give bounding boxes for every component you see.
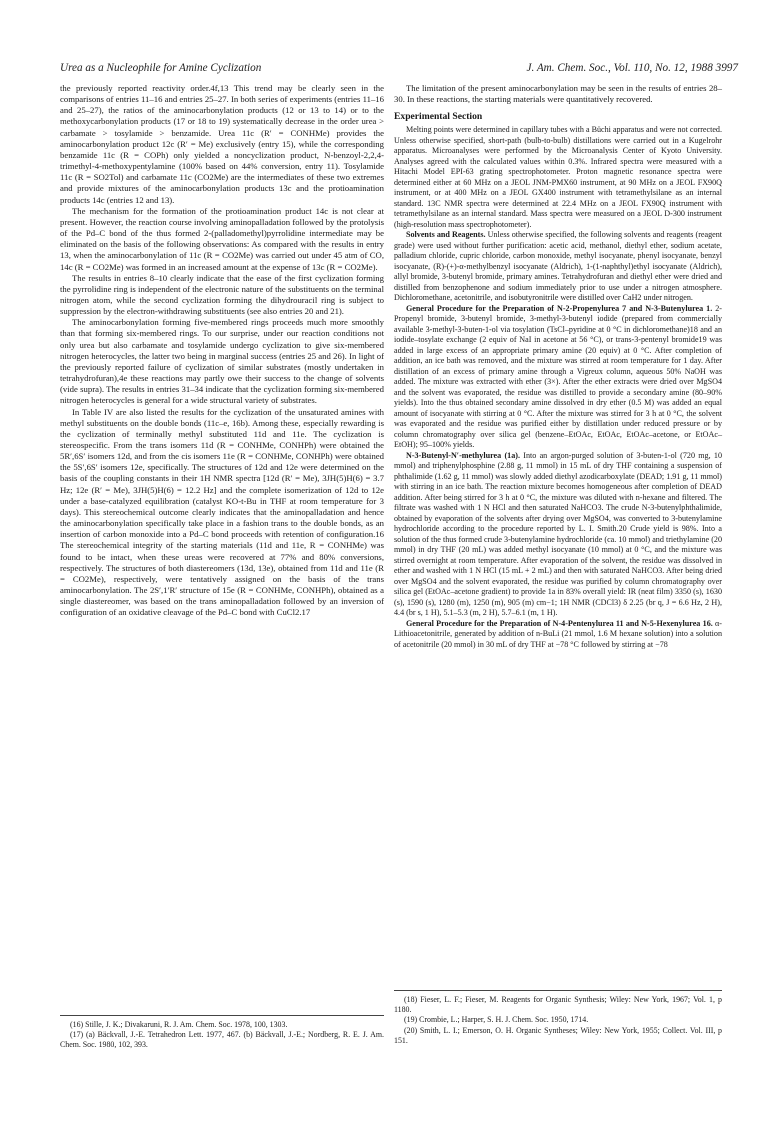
journal-citation: J. Am. Chem. Soc., Vol. 110, No. 12, 1988 3997 xyxy=(526,62,738,74)
footnotes-right xyxy=(394,990,722,1046)
paragraph: The results in entries 8–10 clearly indicate that the ease of the first cyclization forming the pyrrolidine ring is independent of the electronic nature of the substituents on the terminal nitrogen atom, while the second cyclization forming the dihydrouracil ring is subject to suppression by the electron-withdrawing substituents (see also entries 20 and 21). xyxy=(60,272,384,317)
footnote: (16) Stille, J. K.; Divakaruni, R. J. Am. Chem. Soc. 1978, 100, 1303. xyxy=(70,1020,288,1029)
paragraph xyxy=(394,230,722,304)
paragraph xyxy=(394,619,722,651)
running-title: Urea as a Nucleophile for Amine Cyclization xyxy=(60,62,262,74)
paragraph-body: Into an argon-purged solution of 3-buten-1-ol (720 mg, 10 mmol) and triphenylphosphine (2.88 g, 11 mmol) in 15 mL of dry THF containing a suspension of phthalimide (1.62 g, 11 mmol) was slowly added diethyl azodicarboxylate (DEAD; 1.91 g, 11 mmol) with stirring in an ice bath. The reaction mixture becomes homogeneous after completion of DEAD addition. After being stirred for 3 h at 0 °C, the mixture was diluted with n-hexane and filtered. The filtrate was washed with 1 N HCl and then saturated NaHCO3. The crude N-3-butenylphthalimide, obtained by evaporation of the solvents after drying over MgSO4, was converted to 3-butenylamine hydrochloride according to the procedure reported by L. I. Smith.20 Crude yield is 98%. Into a solution of the thus formed crude 3-butenylamine hydrochloride (ca. 10 mmol) and triethylamine (20 mmol) in dry THF (20 mL) was added methyl isocyanate (10 mmol) at 0 °C, and the mixture was stirred overnight at room temperature. After evaporation of the solvent, the residue was dissolved in ether and washed with 1 N HCl (15 mL + 2 mL) and then with saturated NaHCO3. After being dried over MgSO4 and the solvent evaporated, the residue was purified by column chromatography over silica gel (EtOAc–acetone gradient) to provide 1a in 83% overall yield: IR (neat film) 3350 (s), 1630 (s), 1590 (s), 1280 (m), 1250 (m), 905 (m) cm−1; 1H NMR (CDCl3) δ 2.25 (br q, J = 6.6 Hz, 2 H), 4.4 (br s, 1 H), 5.1–5.3 (m, 2 H), 5.7–6.1 (m, 1 H). xyxy=(394,450,722,618)
paragraph: Melting points were determined in capillary tubes with a Büchi apparatus and were not corrected. Unless otherwise specified, short-path (bulb-to-bulb) distillations were carried out in a Kugelrohr apparatus. Microanalyses were performed by the Microanalysis Center of Kyoto University. Analyses agreed with the calculated values within 0.3%. Infrared spectra were measured with a Hitachi Model EPI-63 grating spectrophotometer. Proton magnetic resonance spectra were determined either at 60 MHz on a JEOL JNM-PMX60 instrument, at 90 MHz on a JEOL FX90Q instrument, or at 400 MHz on a JEOL GX400 instrument with tetramethylsilane as an internal standard. 13C NMR spectra were determined at 22.4 MHz on a JEOL FX90Q instrument with tetramethylsilane as an internal standard. Mass spectra were measured on a JEOL D-300 instrument (high-resolution mass spectrophotometer). xyxy=(394,125,722,229)
footnote: (17) (a) Bäckvall, J.-E. Tetrahedron Lett. 1977, 467. (b) Bäckvall, J.-E.; Nordberg, R. E. J. Am. Chem. Soc. 1980, 102, 393. xyxy=(60,1030,384,1050)
run-in-heading: General Procedure for the Preparation of N-4-Pentenylurea 11 and N-5-Hexenylurea 16. xyxy=(406,618,713,628)
running-header xyxy=(60,62,738,78)
paragraph: The limitation of the present aminocarbonylation may be seen in the results of entries 28–30. In these reactions, the starting materials were quantitatively recovered. xyxy=(394,83,722,105)
footnote: (20) Smith, L. I.; Emerson, O. H. Organic Syntheses; Wiley: New York, 1955; Collect. Vol. III, p 151. xyxy=(394,1025,722,1045)
paragraph: In Table IV are also listed the results for the cyclization of the unsaturated amines with methyl substituents on the double bonds (11c–e, 16b). Among these, especially rewarding is the cyclization of terminally methyl substituted 11d and 11e. The cyclization is stereospecific. From the trans isomers 11d (R = CONHMe, CONHPh) were obtained the 5R′,6S′ isomers 12d, and from the cis isomers 11e (R = CONHMe, CONHPh) were obtained the 5S′,6S′ isomers 12e, specifically. The structures of 12d and 12e were determined on the basis of the coupling constants in their 1H NMR spectra [12d (R′ = Me), 3JH(5)H(6) = 3.7 Hz; 12e (R′ = Me), 3JH(5)H(6) = 12.2 Hz] and the complete isomerization of 12d to 12e under a base-catalyzed equilibration (catalyst KO-t-Bu in THF at room temperature for 3 days). This stereochemical outcome clearly indicates that the aminopalladation and hence the aminocarbonylation specifically take place in a fashion trans to the double bonds, as an insertion of carbon monoxide into a Pd–C bond proceeds with retention of configuration.16 The stereochemical integrity of the starting materials (11d and 11e, R = CONHMe) was found to be intact, when these ureas were recovered at 77% and 80% conversions, respectively. The structures of both diastereomers (13d, 13e), obtained from 11d and 11e (R = CO2Me), respectively, were tentatively assigned on the basis of the trans aminocarbonylation. The 2S′,1′R′ structure of 15e (R = CONHMe, CONHPh), obtained as a single diastereomer, was based on the trans aminopalladation followed by an inversion of configuration of an oxidative cleavage of the Pd–C bond with CuCl2.17 xyxy=(60,406,384,618)
left-column xyxy=(60,83,384,619)
paragraph-body: 2-Propenyl bromide, 3-butenyl bromide, 3-methyl-3-butenyl iodide (prepared from commercially available 3-methyl-3-buten-1-ol via tosylation (TsCl–pyridine at 0 °C in dichloromethane)18 and an iodide–tosylate exchange (2 equiv of NaI in acetone at 56 °C), or trans-3-pentenyl bromide19 was added in large excess of an appropriate primary amine (20 equiv) at 0 °C. After completion of addition, an ice bath was removed, and the mixture was stirred at room temperature for 1 day. After distillation of an excess of primary amine through a Vigreux column, aqueous 50% NaOH was added. The mixture was extracted with ether (3×). After the ether extracts were dried over MgSO4 and the solvent was evaporated, the residue was distilled to provide a secondary amine (80–90% yields). Into the thus obtained secondary amine dissolved in dry ether (0.5 M) was added an equal amount of isocyanate with stirring at 0 °C. After the mixture was stirred for 3 h at 0 °C, the solvent was evaporated and the residue was purified either by distillation under reduced pressure or by column chromatography over silica gel (benzene–EtOAc, EtOAc, EtOAc–acetone, or EtOAc–EtOH); 95–100% yields. xyxy=(394,303,723,450)
footnote: (18) Fieser, L. F.; Fieser, M. Reagents for Organic Synthesis; Wiley: New York, 1967; Vol. 1, p 1180. xyxy=(394,995,722,1015)
section-heading: Experimental Section xyxy=(394,111,483,123)
paragraph: The aminocarbonylation forming five-membered rings proceeds much more smoothly than that forming six-membered rings. To our surprise, under our reaction conditions not only urea but also carbamate and tosylamide undergo cyclization to give six-membered nitrogen heterocycles, the latter two being in marginal success (entries 25 and 26). In light of the previously reported failure of cyclization of similar substrates (mostly undertaken in tetrahydrofuran),4e these reactions may partly owe their success to the change of solvents (vide supra). The results in entries 31–34 indicate that the cyclization forming six-membered nitrogen heterocycles is general for a wide structural variety of substrates. xyxy=(60,317,384,406)
run-in-heading: Solvents and Reagents. xyxy=(406,230,486,240)
footnote-rule xyxy=(60,1015,384,1016)
run-in-heading: N-3-Butenyl-N′-methylurea (1a). xyxy=(406,450,520,460)
paragraph-body: α-Lithioacetonitrile, generated by addition of n-BuLi (21 mmol, 1.6 M hexane solution) into a solution of acetonitrile (20 mmol) in 30 mL of dry THF at −78 °C followed by stirring at −78 xyxy=(394,618,722,649)
run-in-heading: General Procedure for the Preparation of N-2-Propenylurea 7 and N-3-Butenylurea 1. xyxy=(406,303,713,313)
footnote-rule xyxy=(394,990,722,991)
paragraph: the previously reported reactivity order.4f,13 This trend may be clearly seen in the comparisons of entries 11–16 and entries 25–27. In both series of experiments (entries 11–16 and 25–27), the ratios of the aminocarbonylation products (12 or 13 to 14) or to the methoxycarbonylation products (17 or 18 to 19) systematically decrease in the order urea > carbamate > tosylamide > benzamide. Urea 11c (R′ = CONHMe) provides the aminocarbonylation product 12c (R′ = Me) exclusively (entry 15), while the corresponding benzamide 11c (R = COPh) only yielded a noncyclization product, N-benzoyl-2,2,4-trimethyl-4-methoxypentylamine (100% based on 44% conversion, entry 11). Tosylamide 11c (R = SO2Tol) and carbamate 11c (CO2Me) are the intermediates of these two extremes and provide mixtures of the aminocarbonylation products 13c and the protioamination products 14c (entries 12 and 13). xyxy=(60,83,384,205)
paragraph: The mechanism for the formation of the protioamination product 14c is not clear at present. However, the reaction course involving aminopalladation followed by the protolysis of the Pd–C bond of the thus formed 2-(palladomethyl)pyrrolidine intermediate may be eliminated on the basis of the following observations: As compared with the results in entry 13, when the aminocarbonylation of 11c (R = CO2Me) was carried out under 45 atm of CO, 14c (R = CO2Me) was formed in an increased amount at the expense of 13c (R = CO2Me). xyxy=(60,205,384,272)
paragraph xyxy=(394,304,722,451)
footnote: (19) Crombie, L.; Harper, S. H. J. Chem. Soc. 1950, 1714. xyxy=(404,1015,589,1025)
footnotes-left xyxy=(60,1015,384,1051)
paragraph-body: Unless otherwise specified, the following solvents and reagents (reagent grade) were used without further purification: acetic acid, methanol, diethyl ether, sodium acetate, palladium chloride, cupric chloride, carbon monoxide, methyl isocyanate, phenyl isocyanate, benzyl isocyanate, (R)-(+)-α-methylbenzyl isocyanate (Aldrich), 1-(1-naphthyl)ethyl isocyanate (Aldrich), allyl bromide, 3-butenyl bromide, primary amines. Tetrahydrofuran and diethyl ether were dried and distilled from benzophenone and sodium immediately prior to use under a nitrogen atmosphere. Dichloromethane, acetonitrile, and isobutyronitrile were distilled over CaH2 under nitrogen. xyxy=(394,230,723,303)
paragraph xyxy=(394,451,722,619)
right-column xyxy=(394,83,722,650)
